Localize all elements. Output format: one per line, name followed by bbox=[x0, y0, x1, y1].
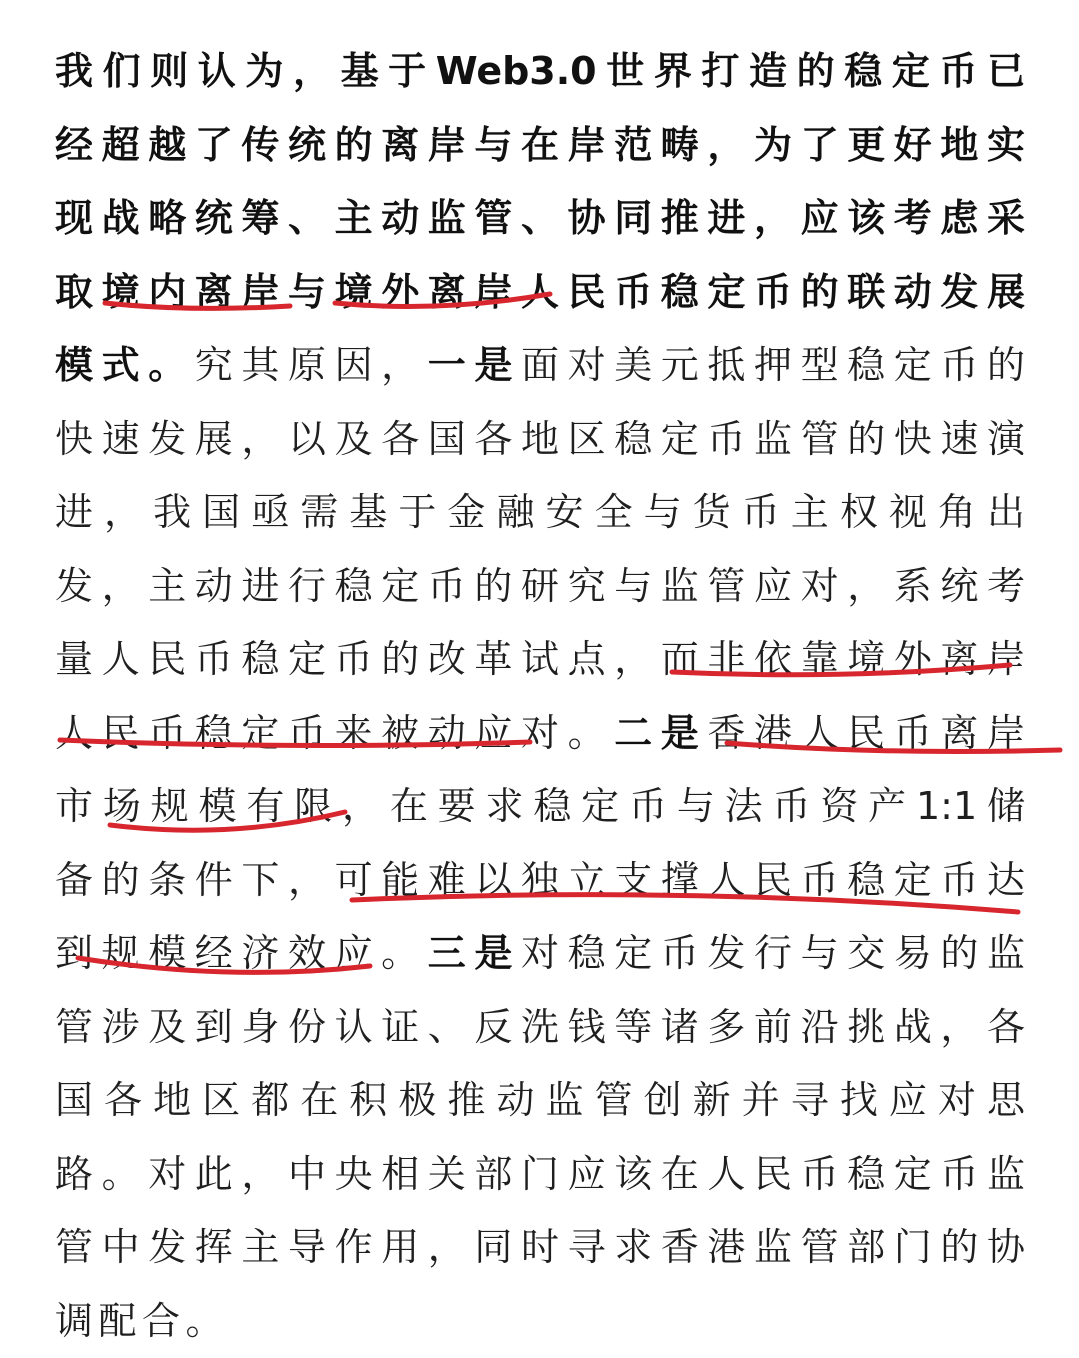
text-line bbox=[55, 1138, 1025, 1212]
text-run: 到规模经济效应。 bbox=[55, 931, 428, 975]
text-run: 发，主动进行稳定币的研究与监管应对，系统考 bbox=[55, 564, 1025, 608]
text-run: 人民币稳定币来被动应对。 bbox=[55, 711, 614, 755]
text-run: 市场规模有限，在要求稳定币与法币资产1:1储 bbox=[55, 784, 1025, 828]
bold-text-run: 取境内离岸与境外离岸人民币稳定币的联动发展 bbox=[55, 270, 1025, 314]
text-line bbox=[55, 35, 1025, 109]
text-line bbox=[55, 550, 1025, 624]
text-line bbox=[55, 697, 1025, 771]
text-run: 香港人民币离岸 bbox=[707, 711, 1025, 755]
text-line bbox=[55, 329, 1025, 403]
article-paragraph bbox=[55, 35, 1025, 1358]
text-line bbox=[55, 917, 1025, 991]
text-run: 量人民币稳定币的改革试点，而非依靠境外离岸 bbox=[55, 637, 1025, 681]
text-run: 究其原因， bbox=[195, 343, 428, 387]
text-run: 面对美元抵押型稳定币的 bbox=[521, 343, 1025, 387]
text-line bbox=[55, 109, 1025, 183]
text-run: 进，我国亟需基于金融安全与货币主权视角出 bbox=[55, 490, 1025, 534]
bold-text-run: 二是 bbox=[614, 711, 707, 755]
text-line bbox=[55, 770, 1025, 844]
bold-text-run: 三是 bbox=[428, 931, 521, 975]
text-run: 国各地区都在积极推动监管创新并寻找应对思 bbox=[55, 1078, 1025, 1122]
text-run: 快速发展，以及各国各地区稳定币监管的快速演 bbox=[55, 417, 1025, 461]
text-run: 管中发挥主导作用，同时寻求香港监管部门的协 bbox=[55, 1225, 1025, 1269]
bold-text-run: 经超越了传统的离岸与在岸范畴，为了更好地实 bbox=[55, 123, 1025, 167]
text-run: 路。对此，中央相关部门应该在人民币稳定币监 bbox=[55, 1152, 1025, 1196]
bold-text-run: 模式。 bbox=[55, 343, 195, 387]
bold-text-run: 现战略统筹、主动监管、协同推进，应该考虑采 bbox=[55, 196, 1025, 240]
text-run: 备的条件下，可能难以独立支撑人民币稳定币达 bbox=[55, 858, 1025, 902]
text-line bbox=[55, 403, 1025, 477]
text-run: 管涉及到身份认证、反洗钱等诸多前沿挑战，各 bbox=[55, 1005, 1025, 1049]
text-line bbox=[55, 182, 1025, 256]
text-line bbox=[55, 476, 1025, 550]
bold-text-run: 一是 bbox=[428, 343, 521, 387]
text-line bbox=[55, 623, 1025, 697]
text-line bbox=[55, 844, 1025, 918]
text-line bbox=[55, 256, 1025, 330]
bold-text-run: 我们则认为，基于Web3.0世界打造的稳定币已 bbox=[55, 49, 1025, 93]
text-run: 调配合。 bbox=[55, 1299, 229, 1343]
text-line bbox=[55, 1211, 1025, 1285]
text-run: 对稳定币发行与交易的监 bbox=[521, 931, 1025, 975]
text-line bbox=[55, 991, 1025, 1065]
text-line bbox=[55, 1064, 1025, 1138]
